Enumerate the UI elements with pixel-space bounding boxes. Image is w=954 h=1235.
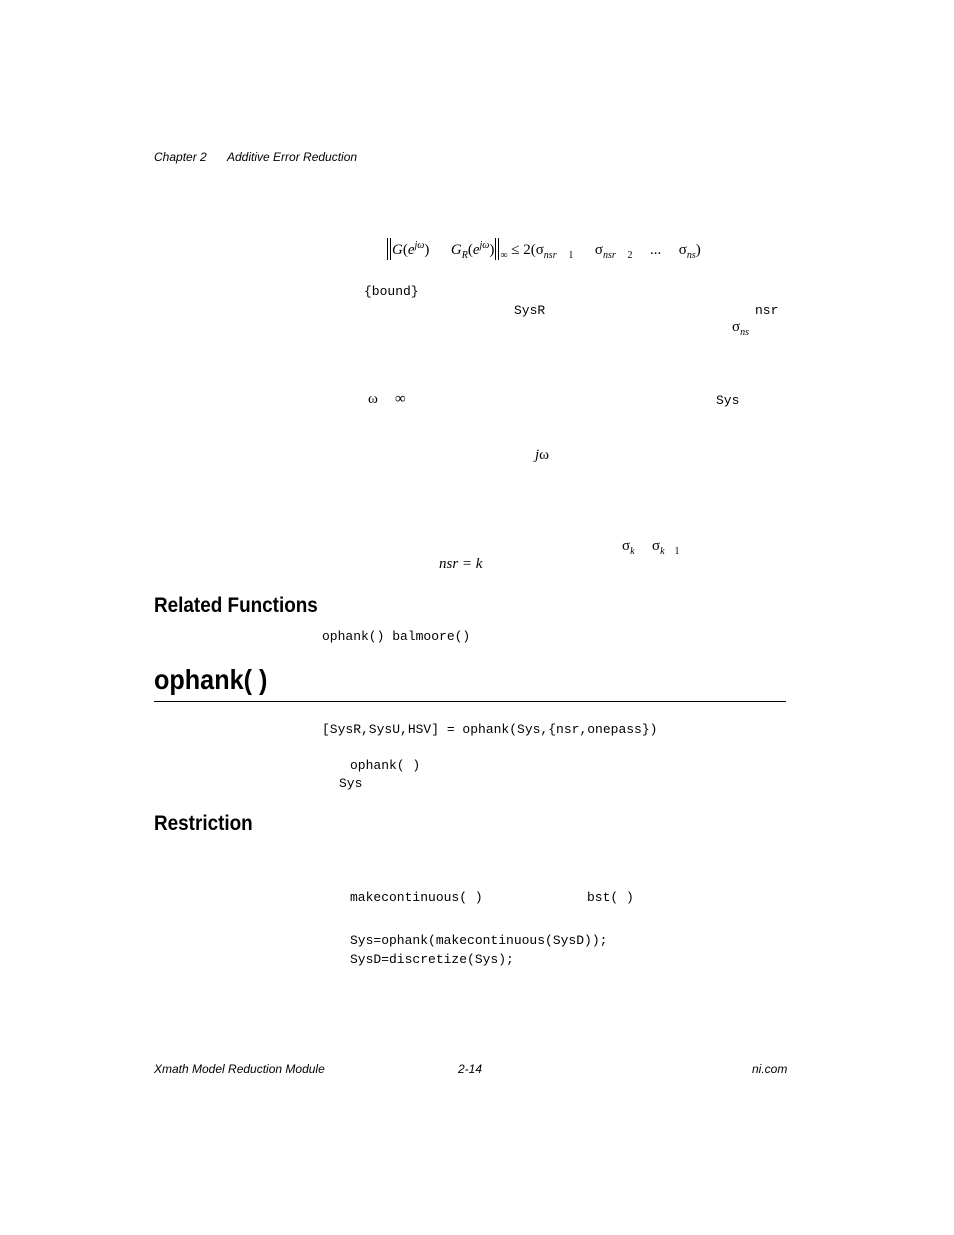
ophank-syntax: [SysR,SysU,HSV] = ophank(Sys,{nsr,onepass}): [322, 722, 658, 737]
eq-sigma: σ: [678, 242, 687, 258]
eq-jomega-sup: jω: [414, 240, 425, 251]
eq-g: G: [392, 242, 403, 258]
omega-symbol: ω: [368, 391, 378, 407]
j-omega: [535, 447, 549, 464]
eq-jomega-sup: jω: [479, 240, 490, 251]
norm-bar: [495, 238, 496, 260]
header-chapter-title: Additive Error Reduction: [227, 150, 358, 164]
eq-sigma: σ: [594, 242, 603, 258]
footer-right: ni.com: [752, 1062, 788, 1076]
nsr-ref: nsr: [755, 303, 779, 318]
eq-leq-two: ≤ 2(: [511, 242, 536, 258]
k-sub: k: [660, 546, 665, 557]
makecontinuous-ref: makecontinuous( ): [350, 890, 483, 905]
error-bound-equation: $G(e^{j\omega})$ $G_R(e^{j\omega}) _\infty \le 2(\sigma_{nsr}$ $_1$ $\sigma_{nsr}$ $_2$ ... $\sigma_{ns}$): [386, 238, 701, 266]
code-line-1: Sys=ophank(makecontinuous(SysD));: [350, 933, 608, 948]
norm-bar: [387, 238, 388, 260]
sigma-symbol: σ: [732, 319, 741, 335]
ophank-title: ophank( ): [154, 664, 268, 695]
sigma-symbol: σ: [622, 538, 631, 554]
eq-inf-sub: ∞: [500, 250, 508, 261]
code-line-2: SysD=discretize(Sys);: [350, 952, 514, 967]
sigma-k-plus-1: [652, 538, 680, 555]
ophank-sys-ref: Sys: [339, 776, 363, 791]
sigma-symbol: σ: [652, 538, 661, 554]
eq-dots: ...: [649, 242, 662, 258]
footer-page-number: 2-14: [458, 1062, 483, 1076]
eq-r-sub: R: [461, 250, 468, 261]
eq-nsr-sub: nsr: [602, 250, 616, 261]
sysr-ref: SysR: [514, 303, 546, 318]
related-functions-list: ophank() balmoore(): [322, 629, 471, 644]
ophank-func-ref: ophank( ): [350, 758, 421, 773]
j-symbol: j: [535, 447, 540, 463]
bound-keyword: {bound}: [364, 284, 419, 299]
norm-bar: [390, 238, 391, 260]
eq-sigma: σ: [535, 242, 544, 258]
eq-one: 1: [568, 250, 574, 261]
eq-e: e: [407, 242, 415, 258]
omega-symbol: ω: [539, 447, 550, 463]
sigma-ns-sub: ns: [740, 327, 749, 338]
eq-two: 2: [627, 250, 633, 261]
nsr-equals-k: nsr = k: [439, 556, 483, 572]
sys-ref: Sys: [716, 393, 740, 408]
one-sub: 1: [674, 546, 680, 557]
header-chapter: Chapter 2: [154, 150, 207, 164]
restriction-heading: Restriction: [154, 812, 253, 835]
eq-gr: G: [450, 242, 462, 258]
infinity-symbol: ∞: [395, 391, 406, 407]
sigma-k: [622, 538, 635, 555]
bst-ref: bst( ): [587, 890, 634, 905]
eq-e: e: [472, 242, 480, 258]
sigma-ns: [732, 319, 749, 336]
related-functions-heading: Related Functions: [154, 594, 318, 617]
k-sub: k: [630, 546, 635, 557]
eq-close: ): [695, 242, 701, 258]
title-rule: [154, 701, 786, 702]
eq-nsr-sub: nsr: [543, 250, 557, 261]
eq-ns-sub: ns: [686, 250, 696, 261]
footer-left: Xmath Model Reduction Module: [154, 1062, 325, 1076]
